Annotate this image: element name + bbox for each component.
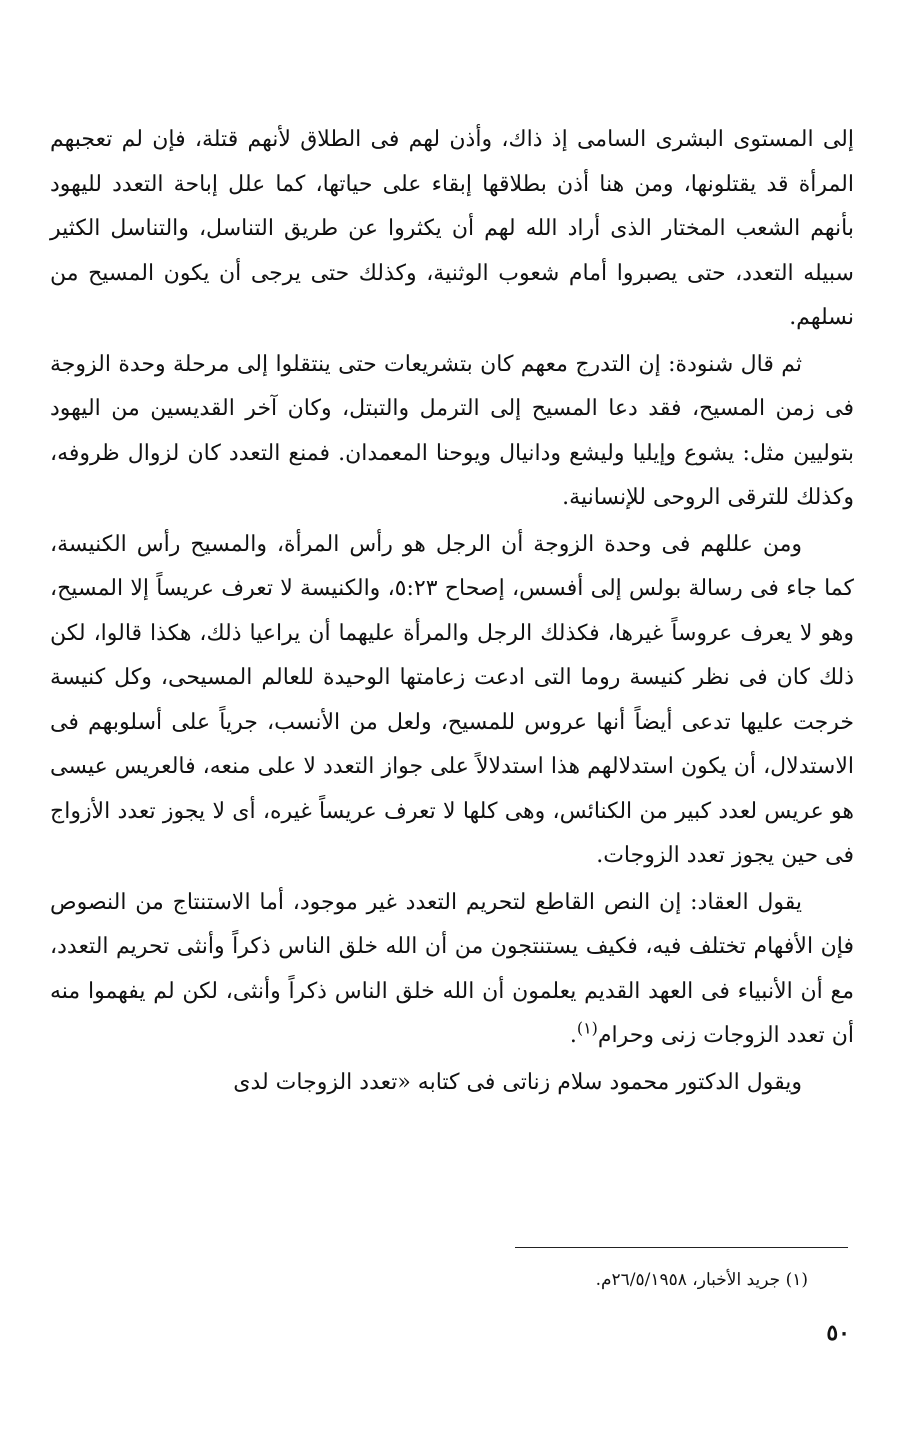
footnote: (١) جريد الأخبار، ٢٦/٥/١٩٥٨م. <box>595 1270 808 1290</box>
paragraph-5: ويقول الدكتور محمود سلام زناتى فى كتابه «تعدد الزوجات لدى <box>233 1069 802 1095</box>
body-text <box>50 118 854 1105</box>
paragraph-4-text: يقول العقاد: إن النص القاطع لتحريم التعدد غير موجود، أما الاستنتاج من النصوص فإن الأفهام تختلف فيه، فكيف يستنتجون من أن الله خلق الناس ذكراً وأنثى تحريم التعدد، مع أن الأنبياء فى العهد القديم يعلمون أن الله خلق الناس ذكراً وأنثى، لكن لم يفهموا منه أن تعدد الزوجات زنى وحرام <box>50 889 854 1048</box>
footnote-reference: (١) <box>576 1018 598 1038</box>
paragraph-3: ومن عللهم فى وحدة الزوجة أن الرجل هو رأس المرأة، والمسيح رأس الكنيسة، كما جاء فى رسالة بولس إلى أفسس، إصحاح ٥:٢٣، والكنيسة لا تعرف عريساً إلا المسيح، وهو لا يعرف عروساً غيرها، فكذلك الرجل والمرأة عليهما أن يراعيا ذلك، هكذا قالوا، لكن ذلك كان فى نظر كنيسة روما التى ادعت زعامتها الوحيدة للعالم المسيحى، وكل كنيسة خرجت عليها تدعى أيضاً أنها عروس للمسيح، ولعل من الأنسب، جرياً على أسلوبهم فى الاستدلال، أن يكون استدلالهم هذا استدلالاً على جواز التعدد لا على منعه، فالعريس عيسى هو عريس لعدد كبير من الكنائس، وهى كلها لا تعرف عريساً غيره، أى لا يجوز تعدد الأزواج فى حين يجوز تعدد الزوجات. <box>50 531 855 868</box>
paragraph-4-end: . <box>569 1023 577 1048</box>
paragraph-2: ثم قال شنودة: إن التدرج معهم كان بتشريعات حتى ينتقلوا إلى مرحلة وحدة الزوجة فى زمن المسيح، فقد دعا المسيح إلى الترمل والتبتل، وكان آخر القديسين من اليهود بتوليين مثل: يشوع وإيليا وليشع ودانيال ويوحنا المعمدان. فمنع التعدد كان لزوال ظروفه، وكذلك للترقى الروحى للإنسانية. <box>50 351 854 510</box>
paragraph-1: إلى المستوى البشرى السامى إذ ذاك، وأذن لهم فى الطلاق لأنهم قتلة، فإن لم تعجبهم المرأة قد يقتلونها، ومن هنا أذن بطلاقها إبقاء على حياتها، كما علل إباحة التعدد لليهود بأنهم الشعب المختار الذى أراد الله لهم أن يكثروا عن طريق التناسل، والتناسل الكثير سبيله التعدد، حتى يصبروا أمام شعوب الوثنية، وكذلك حتى يرجى أن يكون المسيح من نسلهم. <box>50 127 854 330</box>
footnote-separator <box>515 1247 848 1248</box>
paragraph-4 <box>50 881 854 1059</box>
page-number: ٥٠ <box>826 1320 850 1346</box>
